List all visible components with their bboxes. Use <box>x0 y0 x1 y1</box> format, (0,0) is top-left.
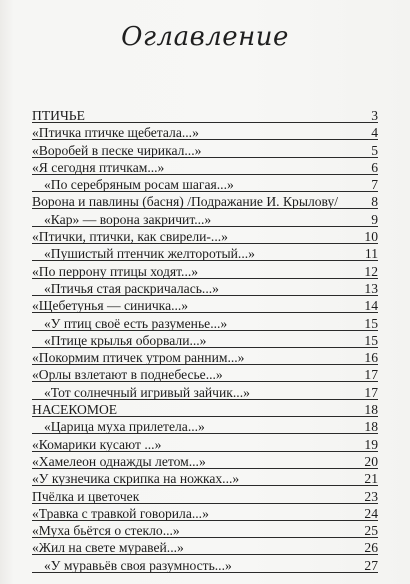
toc-entry <box>32 454 378 469</box>
toc-entry-title: «Щебетунья — синичка...» <box>32 298 189 314</box>
toc-entry-title: «Тот солнечный игривый зайчик...» <box>44 384 250 400</box>
toc-entry-page-number: 16 <box>364 350 378 366</box>
toc-entry-page-number: 27 <box>364 557 378 573</box>
toc-entry <box>32 385 378 400</box>
toc-entry <box>32 540 378 555</box>
toc-entry-title: «По серебряным росам шагая...» <box>44 177 234 193</box>
toc-entry-title: «Я сегодня птичкам...» <box>32 159 165 175</box>
toc-entry-title: НАСЕКОМОЕ <box>32 402 118 418</box>
toc-entry <box>32 246 378 261</box>
toc-entry <box>32 523 378 538</box>
toc-entry-page-number: 14 <box>364 298 378 314</box>
toc-entry-title: «Кар» — ворона закричит...» <box>44 211 212 227</box>
toc-entry <box>32 506 378 521</box>
table-of-contents <box>32 108 378 575</box>
toc-entry-title: «Орлы взлетают в поднебесье...» <box>32 367 223 383</box>
toc-entry <box>32 558 378 573</box>
toc-entry-page-number: 5 <box>371 142 378 158</box>
toc-entry-page-number: 15 <box>364 315 378 331</box>
toc-entry-page-number: 26 <box>364 540 378 556</box>
toc-entry <box>32 402 378 417</box>
toc-entry-title: «Воробей в песке чирикал...» <box>32 142 202 158</box>
toc-entry <box>32 489 378 504</box>
toc-entry-page-number: 20 <box>364 453 378 469</box>
toc-entry <box>32 437 378 452</box>
toc-entry <box>32 419 378 434</box>
toc-entry-title: «У птиц своё есть разуменье...» <box>44 315 228 331</box>
toc-entry-page-number: 23 <box>364 488 378 504</box>
toc-entry-title: ПТИЧЬЕ <box>32 108 85 123</box>
toc-entry-page-number: 10 <box>364 229 378 245</box>
toc-entry-page-number: 4 <box>371 125 378 141</box>
toc-entry <box>32 125 378 140</box>
toc-entry-title: «Муха бьётся о стекло...» <box>32 523 180 539</box>
toc-entry-page-number: 18 <box>364 402 378 418</box>
toc-entry-title: «У муравьёв своя разумность...» <box>44 557 232 573</box>
toc-entry-title: «Жил на свете муравей...» <box>32 540 184 556</box>
toc-entry <box>32 143 378 158</box>
toc-entry <box>32 160 378 175</box>
toc-entry-page-number: 15 <box>364 332 378 348</box>
toc-entry <box>32 298 378 313</box>
toc-entry <box>32 264 378 279</box>
toc-entry-title: «Птичка птичке щебетала...» <box>32 125 199 141</box>
toc-entry-title: «Травка с травкой говорила...» <box>32 505 209 521</box>
toc-entry-title: «По перрону птицы ходят...» <box>32 263 199 279</box>
toc-entry <box>32 367 378 382</box>
toc-entry-title: Пчёлка и цветочек <box>32 488 140 504</box>
toc-entry <box>32 281 378 296</box>
toc-entry-page-number: 8 <box>371 194 378 210</box>
toc-entry-page-number: 17 <box>364 367 378 383</box>
toc-entry-title: «Пушистый птенчик желторотый...» <box>44 246 255 262</box>
toc-entry-title: «У кузнечика скрипка на ножках...» <box>32 471 240 487</box>
toc-entry-title: «Хамелеон однажды летом...» <box>32 453 206 469</box>
toc-entry <box>32 316 378 331</box>
toc-entry-title: Ворона и павлины (басня) /Подражание И. Крылову/ <box>32 194 339 210</box>
toc-entry <box>32 229 378 244</box>
toc-entry <box>32 333 378 348</box>
toc-entry-page-number: 18 <box>364 419 378 435</box>
toc-entry <box>32 471 378 486</box>
toc-entry-page-number: 24 <box>364 505 378 521</box>
toc-entry-page-number: 12 <box>364 263 378 279</box>
toc-entry <box>32 177 378 192</box>
toc-entry-page-number: 9 <box>371 211 378 227</box>
toc-entry-page-number: 7 <box>371 177 378 193</box>
page-title: Оглавление <box>121 22 289 52</box>
toc-entry-page-number: 6 <box>371 159 378 175</box>
toc-entry-title: «Птичья стая раскричалась...» <box>44 280 219 296</box>
toc-entry-title: «Покормим птичек утром ранним...» <box>32 350 245 366</box>
toc-entry <box>32 212 378 227</box>
toc-entry-title: «Царица муха прилетела...» <box>44 419 205 435</box>
toc-entry-page-number: 19 <box>364 436 378 452</box>
toc-entry-page-number: 17 <box>364 384 378 400</box>
toc-entry-page-number: 3 <box>371 108 378 123</box>
toc-entry-title: «Птице крылья оборвали...» <box>44 332 207 348</box>
toc-entry-title: «Птички, птички, как свирели-...» <box>32 229 228 245</box>
toc-entry-title: «Комарики кусают ...» <box>32 436 162 452</box>
toc-entry-page-number: 13 <box>364 280 378 296</box>
toc-entry <box>32 194 378 209</box>
toc-entry-page-number: 11 <box>364 246 378 262</box>
toc-entry-page-number: 21 <box>364 471 378 487</box>
toc-entry <box>32 350 378 365</box>
toc-entry-page-number: 25 <box>364 523 378 539</box>
toc-entry <box>32 108 378 123</box>
